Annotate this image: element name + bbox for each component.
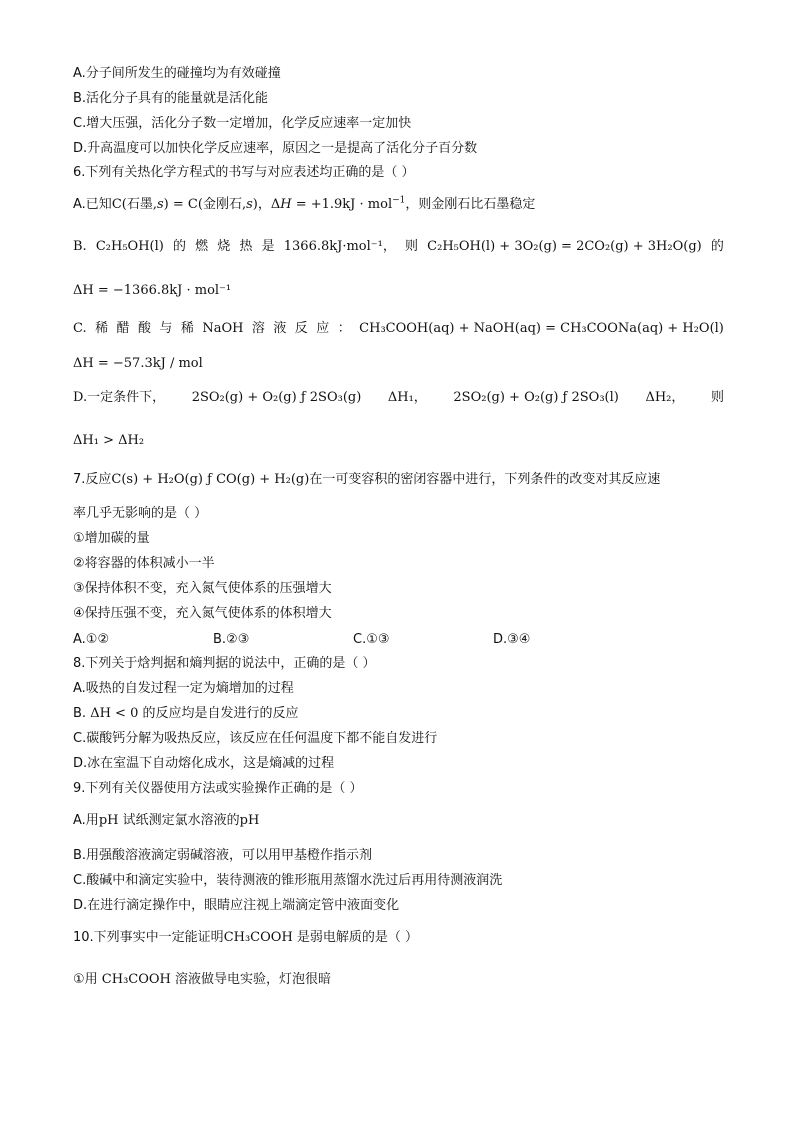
q9-option-c: C.酸碱中和滴定实验中，装待测液的锥形瓶用蒸馏水洗过后再用待测液润洗	[73, 873, 503, 888]
q7-option-a: A.①②	[73, 632, 110, 647]
q5-option-c: C.增大压强，活化分子数一定增加，化学反应速率一定加快	[73, 116, 412, 131]
q6-option-d: D.一定条件下， 2SO₂(g) + O₂(g) ƒ 2SO₃(g) ΔH₁， 2SO₂(g) + O₂(g) ƒ 2SO₃(l) ΔH₂， 则	[73, 390, 724, 405]
q10-stem: 10.下列事实中一定能证明CH₃COOH 是弱电解质的是（ ）	[73, 930, 419, 945]
q9-stem: 9.下列有关仪器使用方法或实验操作正确的是（ ）	[73, 781, 363, 796]
q6-option-a: A.已知C(石墨,s) = C(金刚石,s)，ΔH = +1.9kJ · mol$^{-1}$，则金刚石比石墨稳定	[73, 195, 536, 212]
q6-option-b: B. C₂H₅OH(l) 的 燃 烧 热 是 1366.8kJ·mol⁻¹， 则 C₂H₅OH(l) + 3O₂(g) = 2CO₂(g) + 3H₂O(g) 的	[73, 239, 724, 254]
q8-option-b: B. ΔH < 0 的反应均是自发进行的反应	[73, 706, 299, 721]
q5-option-a: A.分子间所发生的碰撞均为有效碰撞	[73, 66, 281, 81]
q5-option-b: B.活化分子具有的能量就是活化能	[73, 91, 269, 106]
q7-option-b: B.②③	[213, 632, 250, 647]
q10-item-1: ①用 CH₃COOH 溶液做导电实验，灯泡很暗	[73, 972, 332, 987]
q7-item-3: ③保持体积不变，充入氮气使体系的压强增大	[73, 581, 332, 596]
q6-option-d-comparison: ΔH₁ > ΔH₂	[73, 433, 145, 448]
q9-option-d: D.在进行滴定操作中，眼睛应注视上端滴定管中液面变化	[73, 898, 400, 913]
q7-stem-line2: 率几乎无影响的是（ ）	[73, 506, 208, 521]
q6-option-c: C. 稀 醋 酸 与 稀 NaOH 溶 液 反 应 ： CH₃COOH(aq) + NaOH(aq) = CH₃COONa(aq) + H₂O(l)	[73, 321, 724, 336]
q7-item-2: ②将容器的体积减小一半	[73, 556, 215, 571]
q7-item-1: ①增加碳的量	[73, 531, 150, 546]
q6-option-c-delta-h: ΔH = −57.3kJ / mol	[73, 356, 203, 371]
q8-stem: 8.下列关于焓判据和熵判据的说法中，正确的是（ ）	[73, 656, 376, 671]
q8-option-d: D.冰在室温下自动熔化成水，这是熵减的过程	[73, 756, 335, 771]
q7-item-4: ④保持压强不变，充入氮气使体系的体积增大	[73, 606, 332, 621]
q9-option-b: B.用强酸溶液滴定弱碱溶液，可以用甲基橙作指示剂	[73, 848, 373, 863]
q7-option-c: C.①③	[353, 632, 390, 647]
q7-stem-line1: 7.反应C(s) + H₂O(g) ƒ CO(g) + H₂(g)在一可变容积的密闭容器中进行，下列条件的改变对其反应速	[73, 472, 661, 487]
q6-stem: 6.下列有关热化学方程式的书写与对应表述均正确的是（ ）	[73, 165, 415, 180]
q8-option-c: C.碳酸钙分解为吸热反应，该反应在任何温度下都不能自发进行	[73, 731, 438, 746]
q9-option-a: A.用pH 试纸测定氯水溶液的pH	[73, 813, 260, 828]
q8-option-a: A.吸热的自发过程一定为熵增加的过程	[73, 681, 294, 696]
q5-option-d: D.升高温度可以加快化学反应速率，原因之一是提高了活化分子百分数	[73, 141, 478, 156]
q6-option-b-delta-h: ΔH = −1366.8kJ · mol⁻¹	[73, 283, 232, 298]
q7-option-d: D.③④	[493, 632, 531, 647]
